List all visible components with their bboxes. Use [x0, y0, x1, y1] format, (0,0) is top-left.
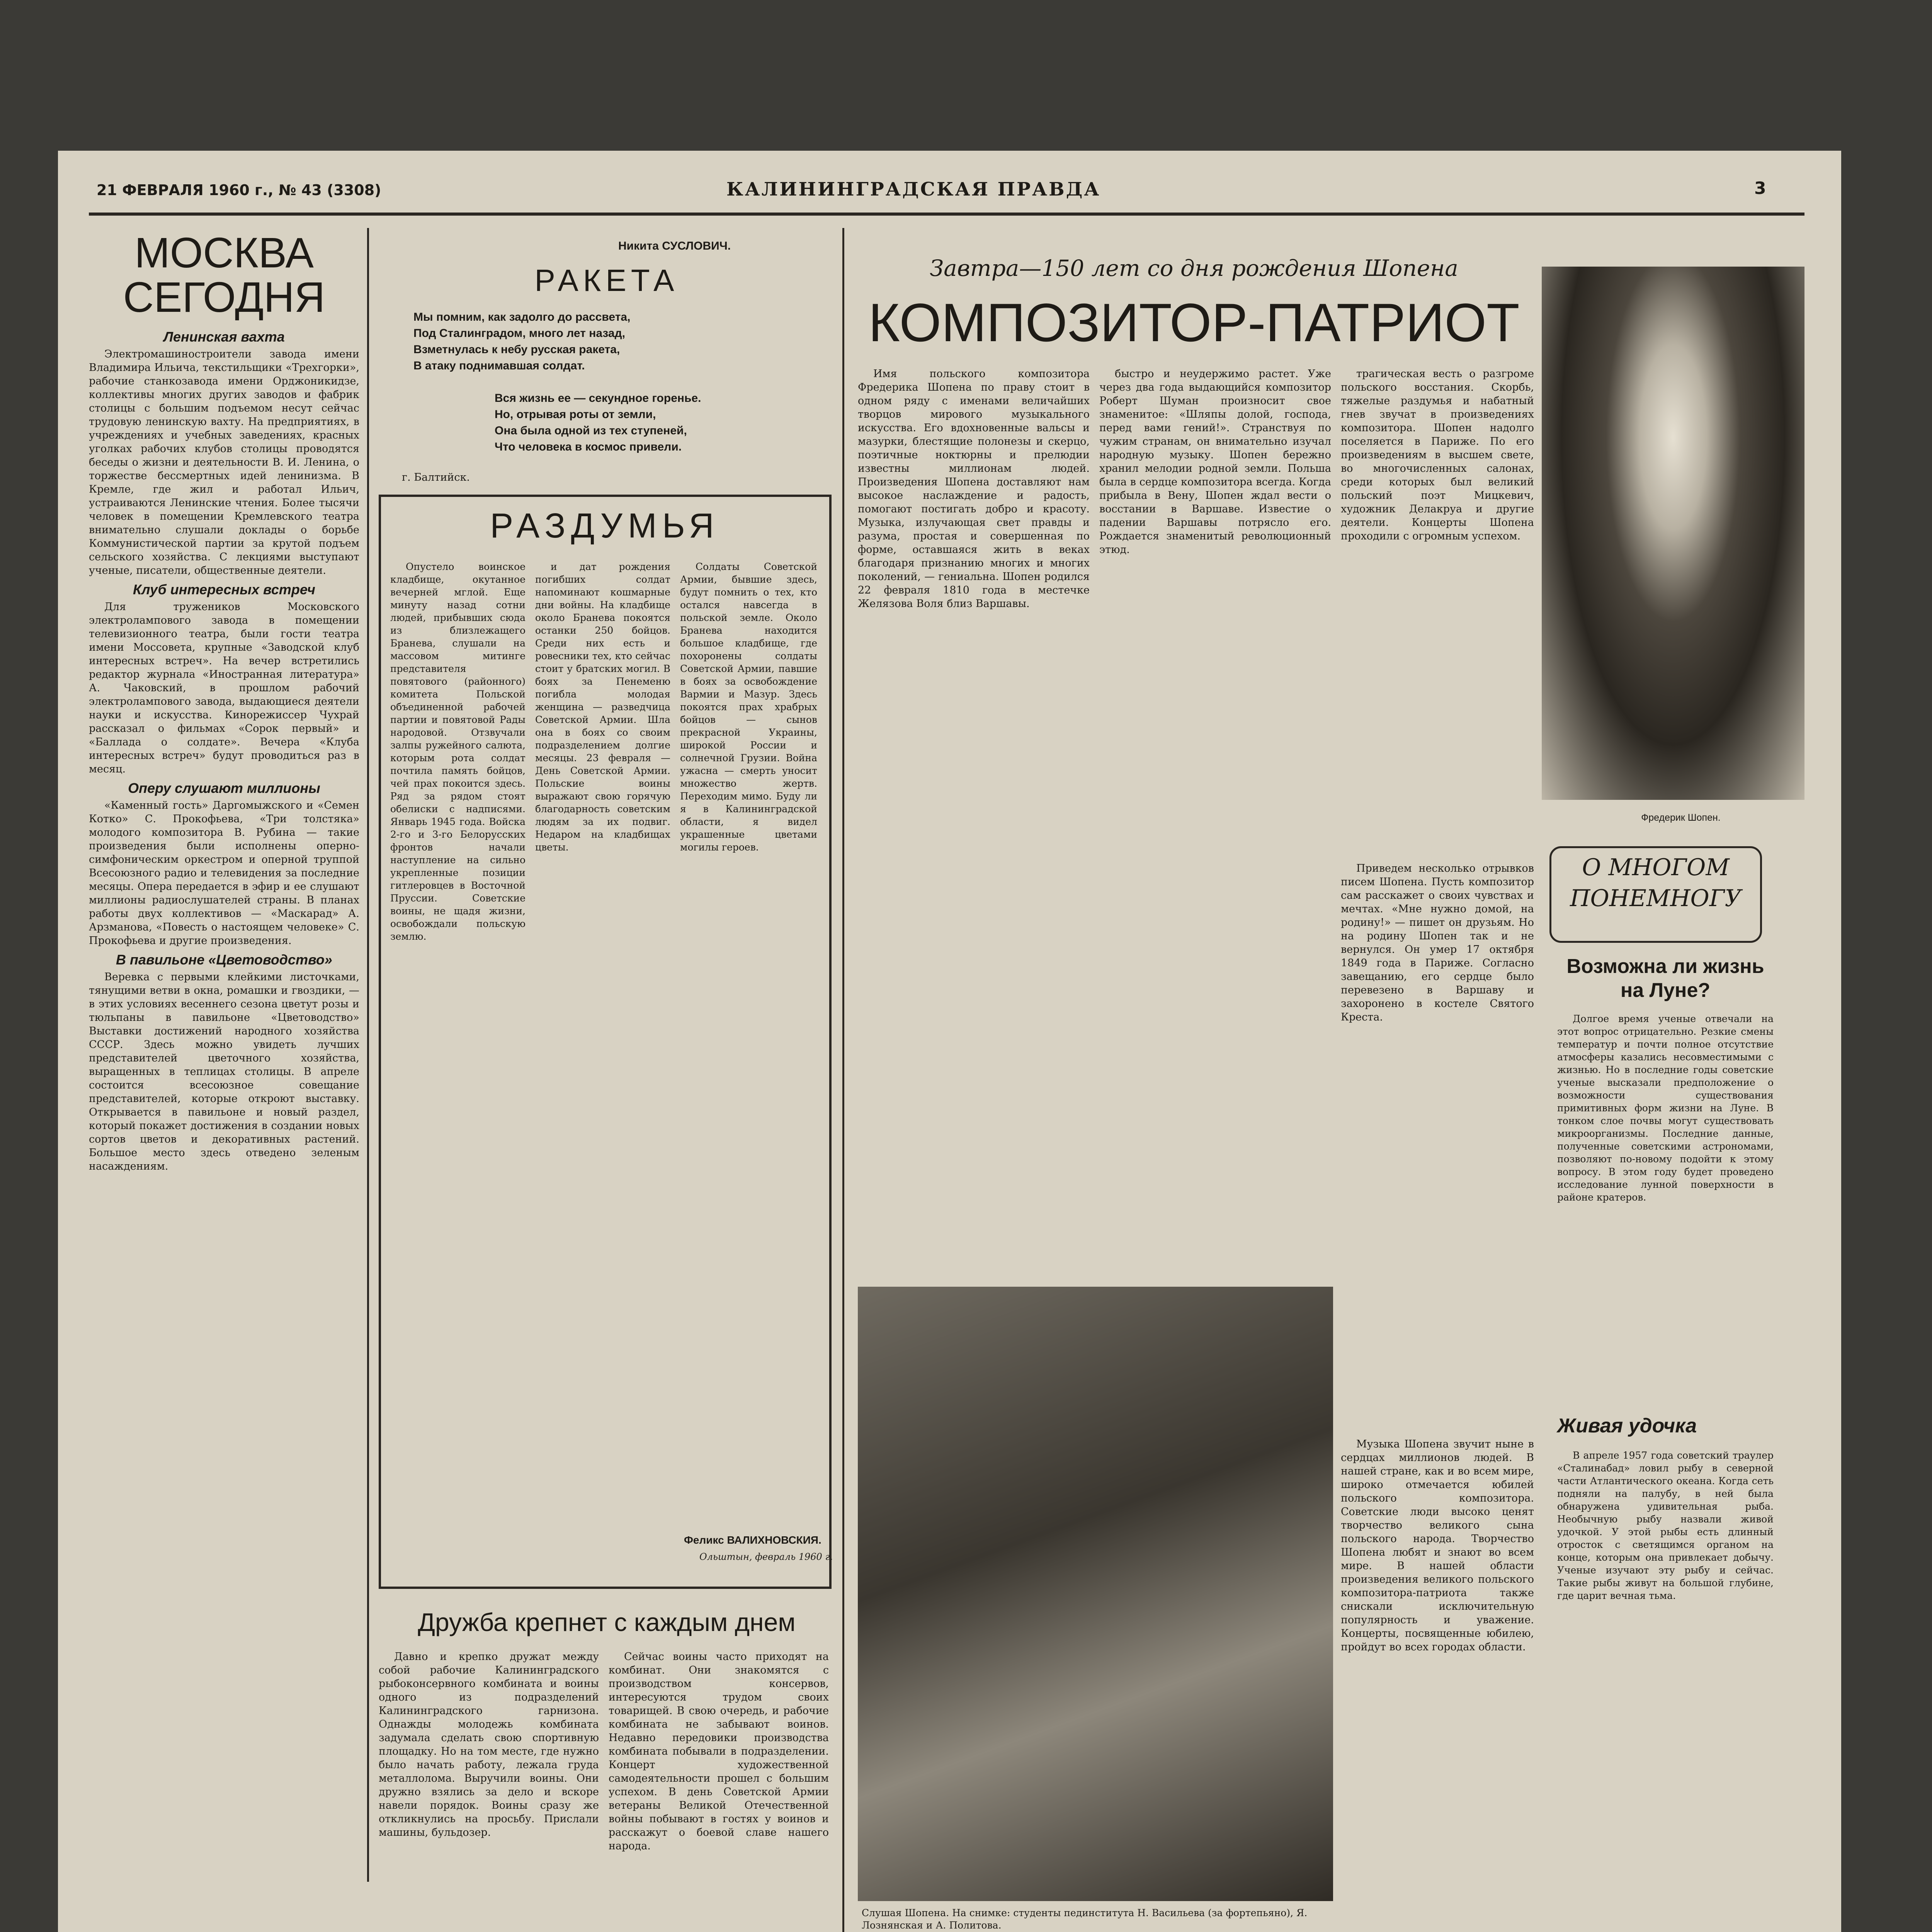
moscow-column [89, 325, 359, 1932]
column-divider-2 [842, 228, 844, 1932]
udochka-text-col [1557, 1449, 1774, 1924]
razdumya-col3 [680, 560, 817, 1480]
chopin-text: быстро и неудержимо растет. Уже через два года выдающийся композитор Роберт Шуман произносит свое знаменитое: «Шляпы долой, господа, перед вами гений!». Странствуя по чужим странам, он внимательно изучал народную музыку. Шопен бережно хранил мелодии родной земли. Польша была в сердце композитора всегда. Когда прибыла в Вену, Шопен ждал вести о восстании в Варшаве. Известие о падении Варшавы потрясло его. Рождается знаменитый революционный этюд. [1099, 368, 1331, 556]
chopin-col3 [1341, 367, 1534, 854]
raketa-author: Никита СУСЛОВИЧ. [618, 240, 731, 252]
raketa-line: Под Сталинградом, много лет назад, [413, 327, 625, 340]
chopin-col1 [858, 367, 1090, 1275]
druzhba-col2 [609, 1650, 829, 1928]
moon-text-col [1557, 1012, 1774, 1399]
druzhba-text: Давно и крепко дружат между собой рабочие Калининградского рыбоконсервного комбината и воины одного из подразделений Калининградского гарнизона. Однажды молодежь комбината задумала сделать свою спортивную площадку. Но на том месте, где нужно было начать работу, лежала груда металлолома. Выручили воины. Они дружно взялись за дело и вскоре навели порядок. Воины сразу же откликнулись на просьбу. Прислали машины, бульдозер. [379, 1651, 599, 1838]
chopin-col3c [1341, 1437, 1534, 1928]
header-rule [89, 213, 1804, 216]
raketa-stanza-1 [413, 309, 838, 374]
chopin-text: Приведем несколько отрывков писем Шопена. Пусть композитор сам расскажет о своих чувствах и мечтах. «Мне нужно домой, на родину!» — пишет он друзьям. Но на родину Шопен так и не вернулся. Он умер 17 октября 1849 года в Париже. Согласно завещанию, его сердце было перевезено в Варшаву и захоронено в костеле Святого Креста. [1341, 862, 1534, 1023]
chopin-kicker: Завтра—150 лет со дня рождения Шопена [930, 255, 1458, 281]
raketa-line: В атаку поднимавшая солдат. [413, 359, 585, 372]
moon-text: Долгое время ученые отвечали на этот вопрос отрицательно. Резкие смены температур и почти полное отсутствие атмосферы казались несовместимыми с жизнью. Но в последние годы советские ученые высказали предположение о возможности существования примитивных форм жизни на Луне. В тонком слое почвы могут существовать микроорганизмы. Последние данные, полученные советскими астрономами, позволяют по-новому подойти к этому вопросу. В этом году будет проведено исследование лунной поверхности в районе кратеров. [1557, 1013, 1774, 1203]
chopin-col2 [1099, 367, 1331, 1275]
moscow-text-1: Электромашиностроители завода имени Владимира Ильича, текстильщики «Трехгорки», рабочие станкозавода имени Орджоникидзе, коллективы многих других заводов и фабрик столицы с большим подъемом несут сейчас трудовую ленинскую вахту. На предприятиях, в учреждениях и учебных заведениях, красных уголках рабочих клубов столицы проводятся беседы о жизни и деятельности В. И. Ленина, о торжестве бессмертных идей ленинизма. В Кремле, где жил и работал Ильич, устраиваются Ленинские чтения. Более тысячи человек в помещении Кремлевского театра внимательно слушали доклады о борьбе Коммунистической партии за крутой подъем сельского хозяйства. С лекциями выступают ученые, писатели, общественные деятели. [89, 348, 359, 577]
chopin-col3b [1341, 862, 1534, 1430]
moscow-text-2: Для тружеников Московского электролампового завода в помещении телевизионного театра, были гости театра имени Моссовета, крупные «Заводской клуб интересных встреч». На вечер встретились редактор журнала «Иностранная литература» А. Чаковский, в прошлом рабочий электролампового завода, выдающиеся деятели науки и искусства. Кинорежиссер Чухрай рассказал о фильмах «Сорок первый» и «Баллада о солдате». Вечера «Клуба интересных встреч» будут проводиться раз в месяц. [89, 601, 359, 775]
raketa-title: РАКЕТА [534, 263, 679, 298]
students-photo-caption: Слушая Шопена. На снимке: студенты пединститута Н. Васильева (за фортепьяно), Я. Лознянская и А. Политова. [862, 1907, 1308, 1931]
moscow-text-4: Веревка с первыми клейкими листочками, тянущими ветви в окна, ромашки и гвоздики, — в этих условиях весеннего сезона цветут розы и тюльпаны в павильоне «Цветоводство» Выставки достижений народного хозяйства СССР. Здесь можно увидеть лучших представителей цветочного хозяйства, выращенных в теплицах столицы. В апреле состоится всесоюзное совещание представителей, которые откроют выставку. Открывается в павильоне и новый раздел, который покажет достижения в создании новых сортов цветов и декоративных растений. Большое место здесь отведено зеленым насаждениям. [89, 971, 359, 1172]
druzhba-title: Дружба крепнет с каждым днем [418, 1608, 796, 1636]
raketa-line: Вся жизнь ее — секундное горенье. [495, 392, 701, 405]
razdumya-signature-place: Ольштын, февраль 1960 г. [699, 1551, 833, 1562]
druzhba-text: Сейчас воины часто приходят на комбинат. Они знакомятся с производством консервов, интересуются трудом своих товарищей. В свою очередь, и рабочие комбината не забывают воинов. Недавно передовики производства комбината побывали в подразделении. Концерт художественной самодеятельности прошел с большим успехом. В день Советской Армии ветераны Великой Отечественной войны побывают в гостях у воинов и расскажут о боевой славе нашего народа. [609, 1651, 829, 1852]
moscow-today-block [89, 229, 359, 321]
column-divider-1 [367, 228, 369, 1882]
razdumya-text: Солдаты Советской Армии, бывшие здесь, будут помнить о тех, кто остался навсегда в польской земле. Около Бранева находится большое кладбище, где похоронены солдаты Советской Армии, павшие в боях за освобождение Вармии и Мазур. Здесь покоятся прах храбрых бойцов — сынов прекрасной Украины, широкой России и солнечной Грузии. Война ужасна — смерть уносит множество жертв. Переходим мимо. Буду ли я в Калининградской области, я видел украшенные цветами могилы героев. [680, 561, 817, 853]
razdumya-title: РАЗДУМЬЯ [490, 507, 719, 545]
druzhba-col1 [379, 1650, 599, 1932]
raketa-line: Она была одной из тех ступеней, [495, 424, 687, 437]
moon-title: Возможна ли жизнь на Луне? [1566, 955, 1764, 1002]
razdumya-text: и дат рождения погибших солдат напоминают кошмарные дни войны. На кладбище около Бранева покоятся останки 250 бойцов. Среди них есть и ровесники тех, кто сейчас стоит у братских могил. В боях за Пенеменю погибла молодая женщина — разведчица Советской Армии. Шла она в боях со своим подразделением долгие месяцы. 23 февраля — День Советской Армии. Польские воины выражают свою горячую благодарность советским людям за их подвиг. Недаром на кладбищах цветы. [535, 561, 670, 853]
razdumya-col2 [535, 560, 670, 1549]
chopin-text: Музыка Шопена звучит ныне в сердцах миллионов людей. В нашей стране, как и во всем мире, широко отмечается юбилей польского композитора. Советские люди высоко ценят творчество великого сына польского народа. Творчество Шопена любят и знают во всем мире. В нашей области произведения великого польского композитора-патриота также снискали исключительную популярность и уважение. Концерты, посвященные юбилею, пройдут во всех городах области. [1341, 1438, 1534, 1653]
udochka-text: В апреле 1957 года советский траулер «Сталинабад» ловил рыбу в северной части Атлантического океана. Когда сеть подняли на палубу, в ней была обнаружена удивительная рыба. Необычную рыбу назвали живой удочкой. У этой рыбы есть длинный отросток с светящимся органом на конце, которым она привлекает добычу. Ученые изучают эту рыбу и сейчас. Такие рыбы живут на большой глубине, где царит вечная тьма. [1557, 1450, 1774, 1601]
raketa-line: Мы помним, как задолго до рассвета, [413, 311, 631, 323]
raketa-line: Что человека в космос привели. [495, 440, 682, 453]
moscow-heading-4: В павильоне «Цветоводство» [116, 952, 332, 968]
udochka-title: Живая удочка [1557, 1415, 1697, 1437]
page-number: 3 [1754, 179, 1766, 198]
newspaper-name: КАЛИНИНГРАДСКАЯ ПРАВДА [726, 179, 1101, 200]
moscow-heading-3: Оперу слушают миллионы [128, 780, 320, 796]
raketa-place: г. Балтийск. [402, 471, 470, 483]
moscow-title-line1: МОСКВА [134, 229, 314, 277]
students-photo [858, 1287, 1333, 1901]
chopin-portrait-caption: Фредерик Шопен. [1641, 812, 1721, 823]
moscow-title-line2: СЕГОДНЯ [123, 274, 325, 321]
chopin-text: Имя польского композитора Фредерика Шопена по праву стоит в одном ряду с именами величайших творцов мирового музыкального искусства. Его вдохновенные вальсы и мазурки, блестящие полонезы и скерцо, поэтичные ноктюрны и прелюдии известны миллионам людей. Произведения Шопена доставляют нам высокое наслаждение и радость, помогают постигать добро и красоту. Музыка, излучающая свет правды и разума, простая и совершенная по форме, оставшаяся жить в веках благодаря признанию многих и многих поколений, — гениальна. Шопен родился 22 февраля 1810 года в местечке Желязова Воля близ Варшавы. [858, 368, 1090, 610]
rubric-line-2: ПОНЕМНОГУ [1570, 885, 1742, 912]
chopin-portrait [1542, 267, 1804, 800]
raketa-stanza-2 [495, 390, 842, 455]
newspaper-page [58, 151, 1841, 1932]
razdumya-text: Опустело воинское кладбище, окутанное вечерней мглой. Еще минуту назад сотни людей, прибывших сюда из близлежащего Бранева, слушали на массовом митинге представителя повятового (районного) комитета Польской объединенной рабочей партии и повятовой Рады народовой. Отзвучали залпы ружейного салюта, которым рота солдат почтила память бойцов, чей прах покоится здесь. Ряд за рядом стоят обелиски с надписями. Январь 1945 года. Войска 2-го и 3-го Белорусских фронтов начали наступление на сильно укрепленные позиции гитлеровцев в Восточной Пруссии. Советские воины, не щадя жизни, освобождали польскую землю. [390, 561, 526, 942]
raketa-line: Взметнулась к небу русская ракета, [413, 343, 620, 356]
raketa-line: Но, отрывая роты от земли, [495, 408, 656, 421]
rubric-line-1: О МНОГОМ [1582, 854, 1730, 881]
moscow-heading-2: Клуб интересных встреч [133, 582, 316, 597]
issue-date: 21 ФЕВРАЛЯ 1960 г., № 43 (3308) [97, 182, 381, 199]
razdumya-col1 [390, 560, 526, 1549]
moscow-text-3: «Каменный гость» Даргомыжского и «Семен Котко» С. Прокофьева, «Три толстяка» молодого композитора В. Рубина — такие произведения были исполнены оперно-симфоническим оркестром и оперной труппой Всесоюзного радио и телевидения за последние месяцы. Опера передается в эфир и ее слушают миллионы радиослушателей страны. В планах работы двух коллективов — «Маскарад» А. Арзманова, «Повесть о настоящем человеке» С. Прокофьева и другие произведения. [89, 799, 359, 947]
chopin-text: трагическая весть о разгроме польского восстания. Скорбь, тяжелые раздумья и набатный гнев звучат в произведениях композитора. Шопен надолго поселяется в Париже. По его произведениям в высшем свете, во многочисленных салонах, среди которых был великий польский поэт Мицкевич, художник Делакруа и другие деятели. Концерты Шопена проходили с огромным успехом. [1341, 368, 1534, 542]
moscow-heading-1: Ленинская вахта [163, 329, 285, 345]
chopin-title: КОМПОЗИТОР-ПАТРИОТ [868, 292, 1520, 353]
razdumya-signature: Феликс ВАЛИХНОВСКИЯ. [684, 1534, 821, 1546]
